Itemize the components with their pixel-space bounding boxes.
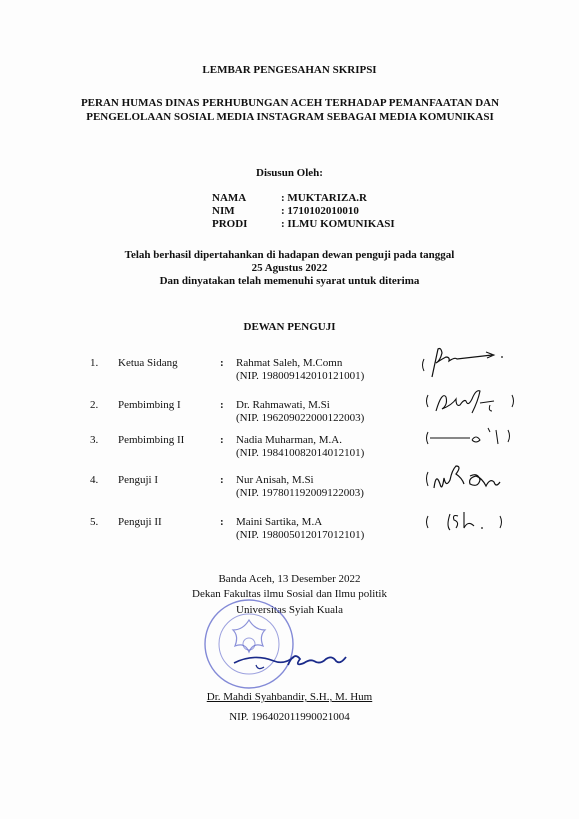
author-row xyxy=(212,205,395,218)
examiner-nip: (NIP. 198009142010121001) xyxy=(236,370,365,382)
examiner-number: 5. xyxy=(90,516,99,528)
examiner-name: Dr. Rahmawati, M.Si xyxy=(236,399,330,411)
faculty-stamp xyxy=(203,598,295,690)
author-heading: Disusun Oleh: xyxy=(256,167,323,179)
signature-3 xyxy=(420,424,520,458)
examiner-colon: : xyxy=(220,399,224,411)
examiner-name: Nur Anisah, M.Si xyxy=(236,474,314,486)
examiner-nip: (NIP. 196209022000122003) xyxy=(236,412,365,424)
dean-signature xyxy=(228,645,353,675)
defense-line: Dan dinyatakan telah memenuhi syarat untuk diterima xyxy=(159,275,420,287)
author-row xyxy=(212,218,395,231)
examiner-colon: : xyxy=(220,357,224,369)
examiner-nip: (NIP. 197801192009122003) xyxy=(236,487,364,499)
dean-title: Dekan Fakultas ilmu Sosial dan Ilmu politik xyxy=(192,588,387,600)
examiner-number: 4. xyxy=(90,474,99,486)
signature-5 xyxy=(420,506,520,540)
place-date: Banda Aceh, 13 Desember 2022 xyxy=(218,573,361,585)
author-label: NIM xyxy=(212,205,235,217)
dean-nip: NIP. 196402011990021004 xyxy=(229,711,350,723)
examiner-role: Ketua Sidang xyxy=(118,357,178,369)
author-value: : MUKTARIZA.R xyxy=(281,192,367,204)
examiner-role: Pembimbing II xyxy=(118,434,185,446)
defense-statement xyxy=(0,249,579,288)
author-label: NAMA xyxy=(212,192,247,204)
examiner-colon: : xyxy=(220,434,224,446)
examiner-nip: (NIP. 198410082014012101) xyxy=(236,447,365,459)
signature-1 xyxy=(420,347,520,381)
examiner-name: Rahmat Saleh, M.Comn xyxy=(236,357,343,369)
thesis-title: PERAN HUMAS DINAS PERHUBUNGAN ACEH TERHADAP PEMANFAATAN DAN PENGELOLAAN SOSIAL MEDIA INSTAGRAM SEBAGAI MEDIA KOMUNIKASI xyxy=(80,97,500,123)
author-label: PRODI xyxy=(212,218,248,230)
examiner-role: Penguji II xyxy=(118,516,162,528)
signature-4 xyxy=(420,464,520,498)
examiner-colon: : xyxy=(220,474,224,486)
examiner-role: Penguji I xyxy=(118,474,159,486)
author-table xyxy=(212,192,395,231)
examiner-name: Maini Sartika, M.A xyxy=(236,516,323,528)
examiner-number: 2. xyxy=(90,399,99,411)
examiner-name: Nadia Muharman, M.A. xyxy=(236,434,343,446)
examiner-number: 1. xyxy=(90,357,99,369)
defense-date: 25 Agustus 2022 xyxy=(251,262,328,274)
examiner-colon: : xyxy=(220,516,224,528)
author-row xyxy=(212,192,395,205)
board-heading: DEWAN PENGUJI xyxy=(243,321,336,333)
author-value: : 1710102010010 xyxy=(281,205,359,217)
examiner-nip: (NIP. 198005012017012101) xyxy=(236,529,365,541)
signature-2 xyxy=(420,389,520,423)
author-value: : ILMU KOMUNIKASI xyxy=(281,218,395,230)
examiner-number: 3. xyxy=(90,434,99,446)
university-name: Universitas Syiah Kuala xyxy=(236,604,343,616)
defense-line: Telah berhasil dipertahankan di hadapan dewan penguji pada tanggal xyxy=(124,249,455,261)
dean-name: Dr. Mahdi Syahbandir, S.H., M. Hum xyxy=(206,691,373,703)
document-title: LEMBAR PENGESAHAN SKRIPSI xyxy=(202,64,377,76)
examiner-role: Pembimbing I xyxy=(118,399,181,411)
